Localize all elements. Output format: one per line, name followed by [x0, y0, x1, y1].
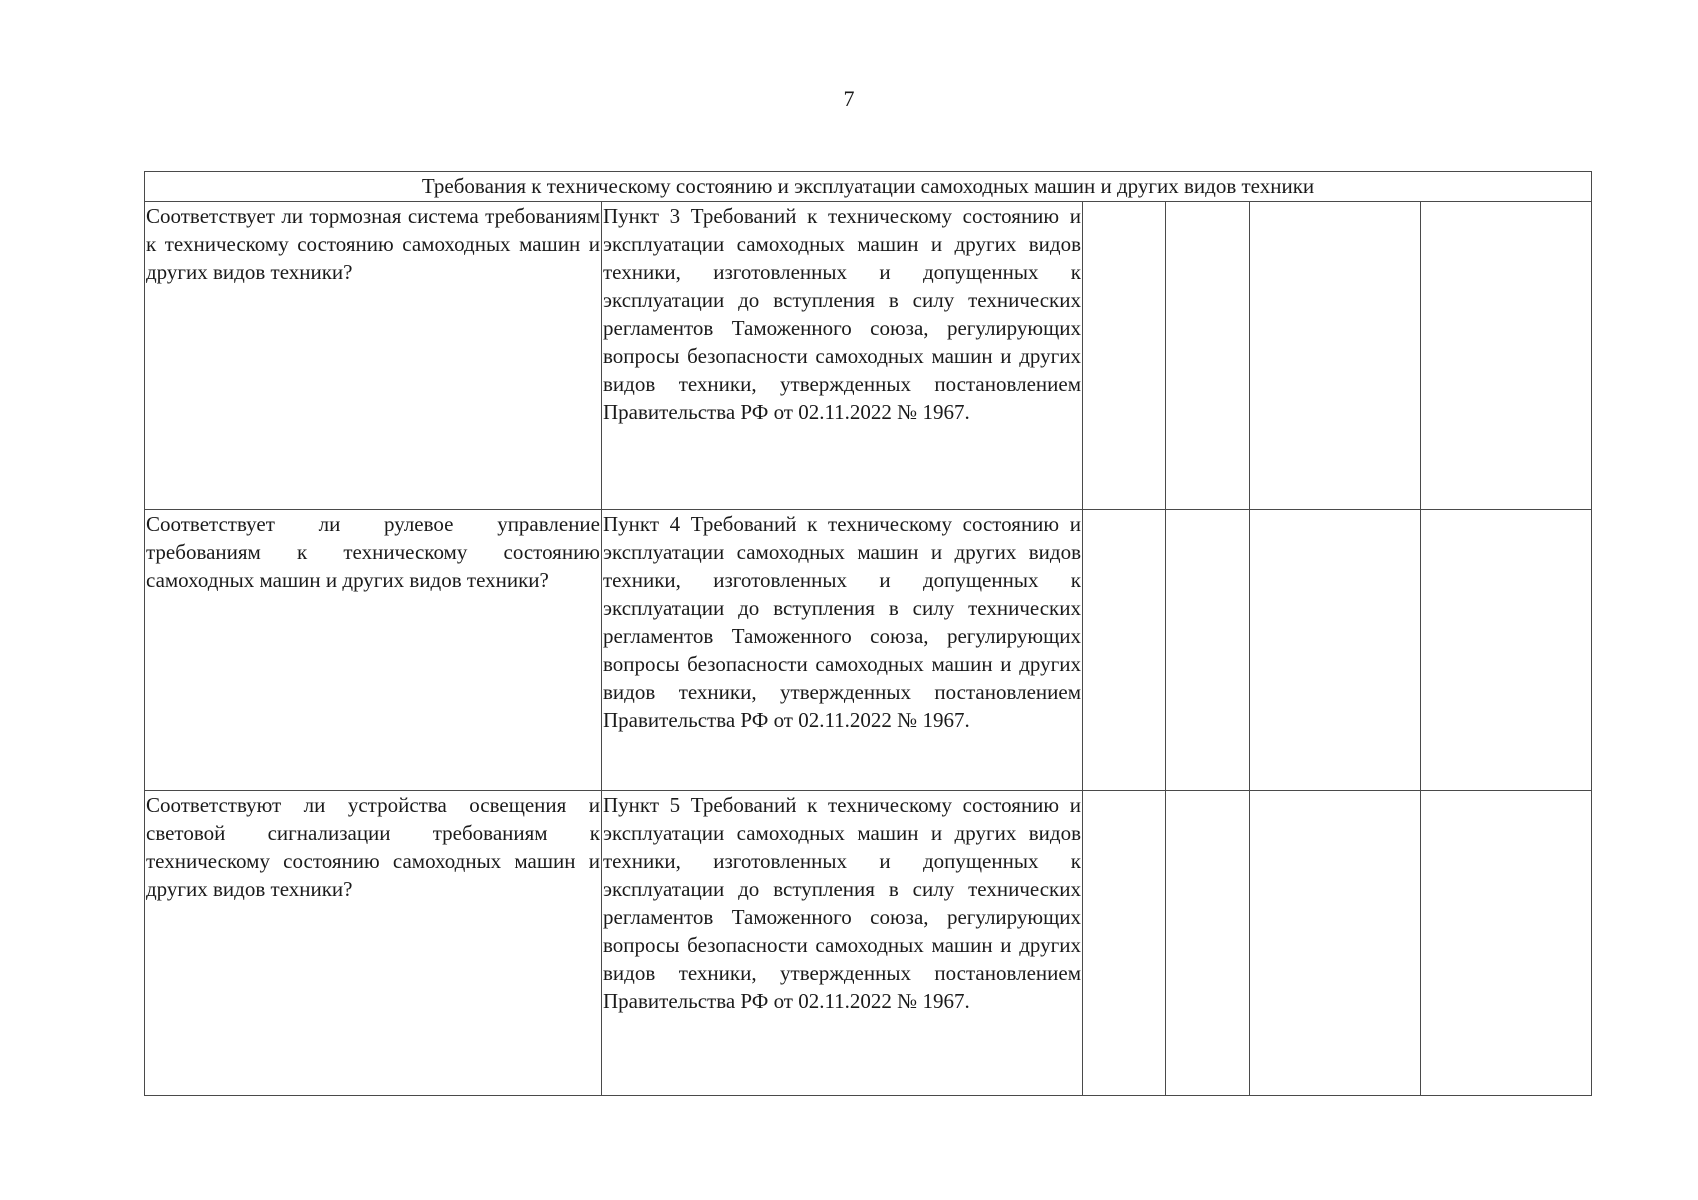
answer-cell-not-applicable [1250, 202, 1421, 510]
answer-cell-yes [1083, 791, 1166, 1096]
table-row [145, 202, 1592, 510]
question-cell: Соответствуют ли устройства освещения и световой сигнализации требованиям к техническому состоянию самоходных машин и других видов техники? [145, 791, 602, 1096]
reference-cell: Пункт 4 Требований к техническому состоянию и эксплуатации самоходных машин и других видов техники, изготовленных и допущенных к эксплуатации до вступления в силу технических регламентов Таможенного союза, регулирующих вопросы безопасности самоходных машин и других видов техники, утвержденных постановлением Правительства РФ от 02.11.2022 № 1967. [602, 510, 1083, 791]
table-row [145, 791, 1592, 1096]
page-number: 7 [843, 86, 855, 111]
requirements-table [144, 171, 1592, 1096]
notes-cell [1421, 791, 1592, 1096]
answer-cell-yes [1083, 510, 1166, 791]
answer-cell-not-applicable [1250, 791, 1421, 1096]
notes-cell [1421, 510, 1592, 791]
reference-cell: Пункт 5 Требований к техническому состоянию и эксплуатации самоходных машин и других видов техники, изготовленных и допущенных к эксплуатации до вступления в силу технических регламентов Таможенного союза, регулирующих вопросы безопасности самоходных машин и других видов техники, утвержденных постановлением Правительства РФ от 02.11.2022 № 1967. [602, 791, 1083, 1096]
reference-cell: Пункт 3 Требований к техническому состоянию и эксплуатации самоходных машин и других видов техники, изготовленных и допущенных к эксплуатации до вступления в силу технических регламентов Таможенного союза, регулирующих вопросы безопасности самоходных машин и других видов техники, утвержденных постановлением Правительства РФ от 02.11.2022 № 1967. [602, 202, 1083, 510]
question-cell: Соответствует ли тормозная система требованиям к техническому состоянию самоходных машин и других видов техники? [145, 202, 602, 510]
table-section-row [145, 172, 1592, 202]
section-title: Требования к техническому состоянию и эксплуатации самоходных машин и других видов техники [145, 172, 1592, 202]
question-cell: Соответствует ли рулевое управление требованиям к техническому состоянию самоходных машин и других видов техники? [145, 510, 602, 791]
table-row [145, 510, 1592, 791]
answer-cell-yes [1083, 202, 1166, 510]
answer-cell-no [1166, 510, 1250, 791]
answer-cell-no [1166, 791, 1250, 1096]
answer-cell-not-applicable [1250, 510, 1421, 791]
notes-cell [1421, 202, 1592, 510]
answer-cell-no [1166, 202, 1250, 510]
